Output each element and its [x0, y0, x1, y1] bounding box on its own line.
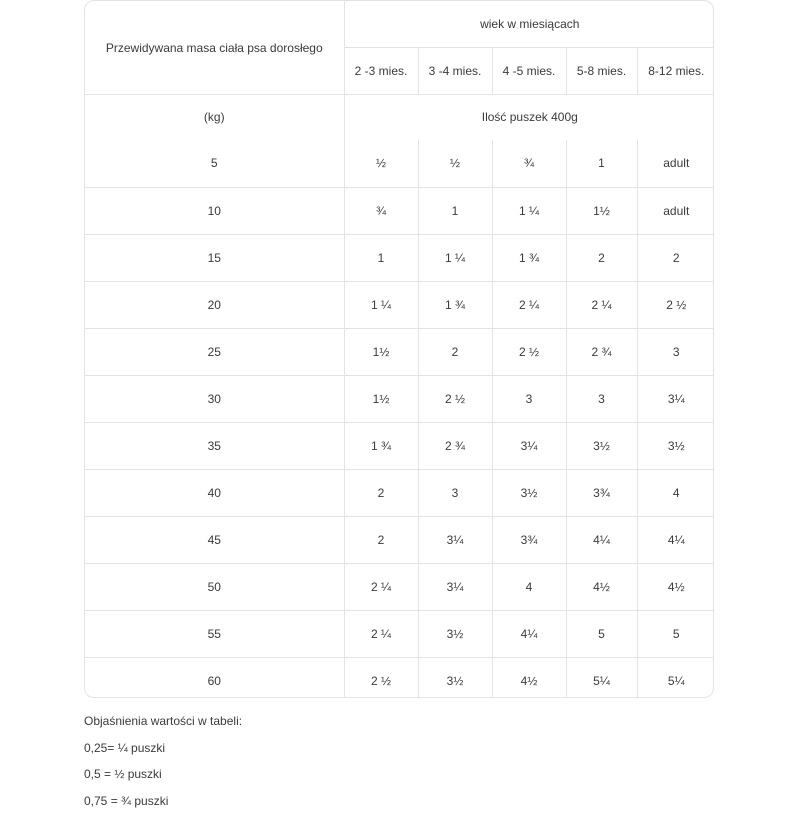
cans-cell: 3¼	[492, 422, 566, 469]
mass-cell: 15	[85, 234, 344, 281]
cans-cell: 5	[637, 610, 714, 657]
cans-cell: 3	[418, 469, 492, 516]
cans-cell: 2 ¼	[344, 610, 418, 657]
cans-cell: 1½	[344, 375, 418, 422]
cans-cell: 1½	[566, 187, 637, 234]
cans-cell: 1	[418, 187, 492, 234]
cans-cell: 3¾	[492, 516, 566, 563]
cans-cell: 2	[344, 469, 418, 516]
cans-cell: 2 ¾	[418, 422, 492, 469]
cans-cell: 3¼	[637, 375, 714, 422]
table-row	[85, 516, 714, 563]
cans-cell: 1 ¾	[418, 281, 492, 328]
age-column-header: 3 -4 mies.	[418, 47, 492, 94]
cans-cell: 2	[418, 328, 492, 375]
cans-cell: 2	[566, 234, 637, 281]
cans-cell: 1½	[344, 328, 418, 375]
header-mass: Przewidywana masa ciała psa dorosłego	[85, 1, 344, 94]
cans-cell: ¾	[492, 140, 566, 187]
age-column-header: 5-8 mies.	[566, 47, 637, 94]
cans-cell: 1	[344, 234, 418, 281]
mass-cell: 40	[85, 469, 344, 516]
cans-cell: 4	[492, 563, 566, 610]
cans-cell: 5¼	[637, 657, 714, 698]
unit-kg: (kg)	[85, 94, 344, 140]
table-row	[85, 140, 714, 187]
table-row	[85, 422, 714, 469]
cans-cell: 2	[344, 516, 418, 563]
age-column-header: 2 -3 mies.	[344, 47, 418, 94]
cans-cell: 4½	[566, 563, 637, 610]
mass-cell: 30	[85, 375, 344, 422]
mass-cell: 25	[85, 328, 344, 375]
cans-cell: 4¼	[637, 516, 714, 563]
table-row	[85, 328, 714, 375]
mass-cell: 35	[85, 422, 344, 469]
cans-cell: ½	[418, 140, 492, 187]
cans-cell: 1 ¾	[492, 234, 566, 281]
cans-cell: 4½	[637, 563, 714, 610]
table-row	[85, 563, 714, 610]
unit-cans: Ilość puszek 400g	[344, 94, 714, 140]
cans-cell: 2 ¼	[344, 563, 418, 610]
cans-cell: 2 ½	[418, 375, 492, 422]
cans-cell: 3½	[637, 422, 714, 469]
cans-cell: 2 ½	[344, 657, 418, 698]
mass-cell: 60	[85, 657, 344, 698]
cans-cell: ¾	[344, 187, 418, 234]
cans-cell: 2	[637, 234, 714, 281]
value-explanations	[84, 708, 242, 814]
cans-cell: adult	[637, 187, 714, 234]
cans-cell: 3	[566, 375, 637, 422]
cans-cell: 3¼	[418, 516, 492, 563]
table-row	[85, 469, 714, 516]
cans-cell: 3¼	[418, 563, 492, 610]
cans-cell: 5	[566, 610, 637, 657]
cans-cell: 4¼	[492, 610, 566, 657]
cans-cell: 2 ½	[492, 328, 566, 375]
cans-cell: 1 ¼	[492, 187, 566, 234]
table-row	[85, 234, 714, 281]
header-row	[85, 1, 714, 47]
cans-cell: 4½	[492, 657, 566, 698]
cans-cell: 1 ¾	[344, 422, 418, 469]
table-body	[85, 140, 714, 698]
cans-cell: 1 ¼	[418, 234, 492, 281]
cans-cell: 3¾	[566, 469, 637, 516]
note-line: 0,5 = ½ puszki	[84, 761, 242, 788]
table-row	[85, 657, 714, 698]
cans-cell: 3½	[418, 657, 492, 698]
cans-cell: 4	[637, 469, 714, 516]
cans-cell: 2 ½	[637, 281, 714, 328]
cans-cell: adult	[637, 140, 714, 187]
feeding-table	[85, 1, 714, 698]
note-line: 0,25= ¼ puszki	[84, 735, 242, 762]
table-row	[85, 281, 714, 328]
cans-cell: 4¼	[566, 516, 637, 563]
mass-cell: 10	[85, 187, 344, 234]
cans-cell: 1	[566, 140, 637, 187]
cans-cell: 1 ¼	[344, 281, 418, 328]
header-age: wiek w miesiącach	[344, 1, 714, 47]
age-column-header: 4 -5 mies.	[492, 47, 566, 94]
cans-cell: 3	[492, 375, 566, 422]
cans-cell: 2 ¼	[492, 281, 566, 328]
cans-cell: 3½	[492, 469, 566, 516]
cans-cell: 3	[637, 328, 714, 375]
units-row	[85, 94, 714, 140]
note-line: 0,75 = ¾ puszki	[84, 788, 242, 814]
table-row	[85, 187, 714, 234]
cans-cell: 5¼	[566, 657, 637, 698]
cans-cell: 3½	[418, 610, 492, 657]
mass-cell: 55	[85, 610, 344, 657]
mass-cell: 45	[85, 516, 344, 563]
cans-cell: 2 ¾	[566, 328, 637, 375]
notes-title: Objaśnienia wartości w tabeli:	[84, 708, 242, 735]
table-row	[85, 610, 714, 657]
cans-cell: 3½	[566, 422, 637, 469]
mass-cell: 20	[85, 281, 344, 328]
table-row	[85, 375, 714, 422]
mass-cell: 5	[85, 140, 344, 187]
cans-cell: 2 ¼	[566, 281, 637, 328]
feeding-table-container	[84, 0, 714, 698]
age-column-header: 8-12 mies.	[637, 47, 714, 94]
cans-cell: ½	[344, 140, 418, 187]
mass-cell: 50	[85, 563, 344, 610]
